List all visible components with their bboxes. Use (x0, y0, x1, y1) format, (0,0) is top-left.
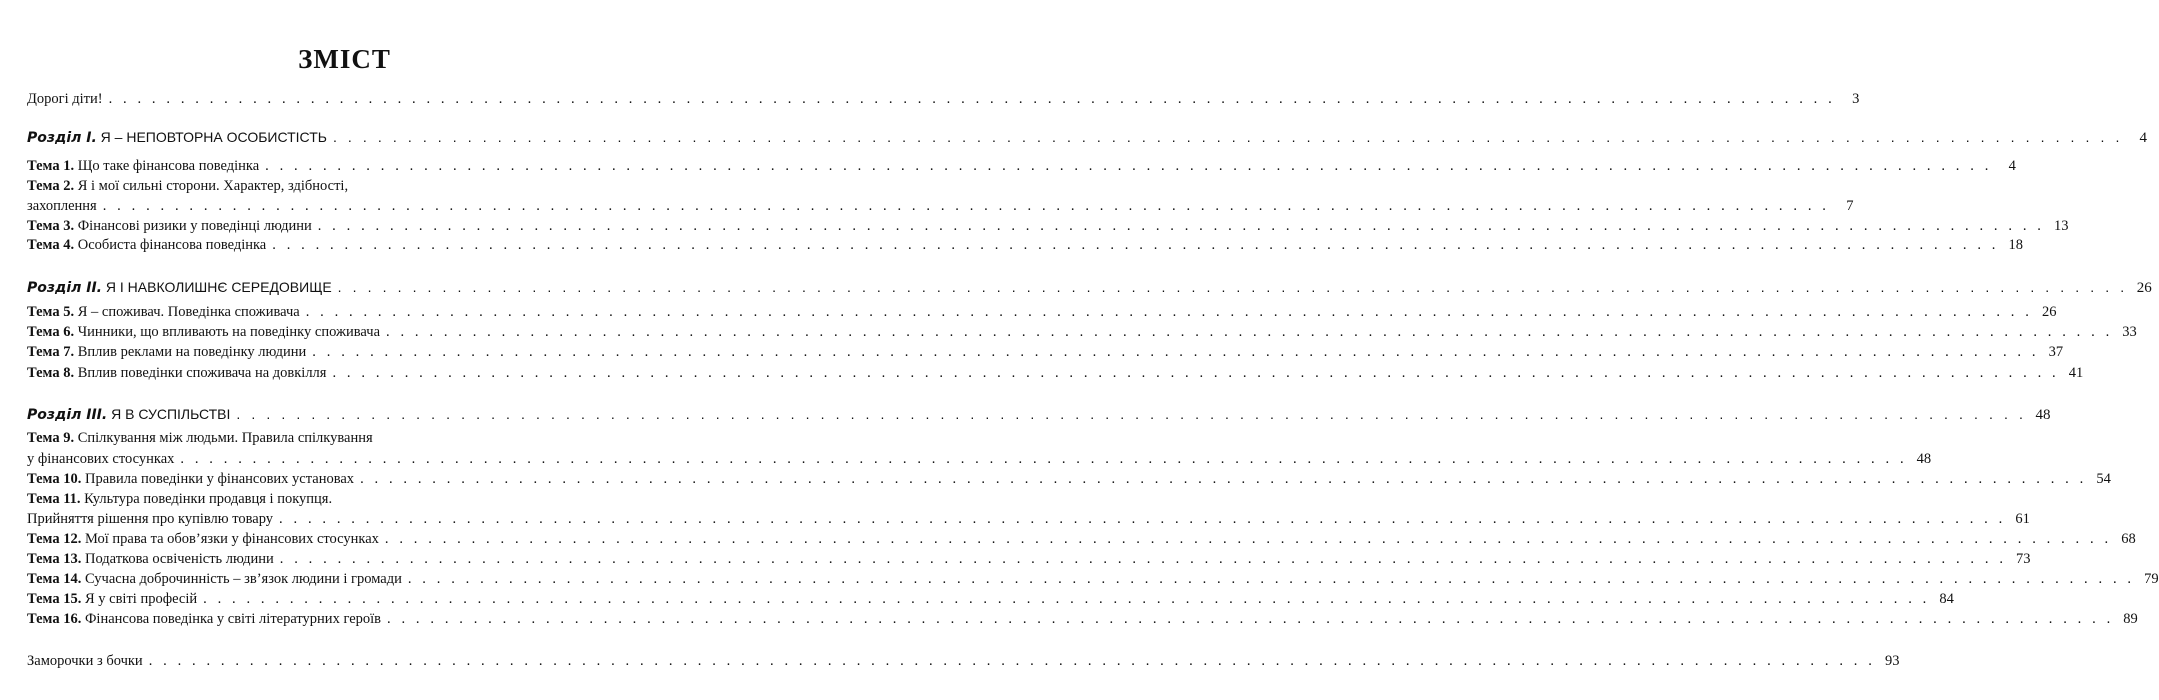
toc-entry (27, 344, 2064, 364)
toc-entry (27, 218, 2069, 238)
page-number: 84 (1939, 591, 1954, 607)
page-number: 89 (2123, 611, 2138, 627)
topic-number: Тема 11. (27, 491, 81, 507)
entry-title: Сучасна доброчинність – зв’язок людини і громади (81, 571, 402, 587)
page-number: 48 (1916, 451, 1932, 467)
toc-entry (27, 591, 1954, 611)
dot-leader: . . . . . . . . . . . . . . . . . . . . . . . . . . . . . . . . . . . . . . . . . . . . . . . . . . . . . . . . . . . . . . . . . . . . . . . . . . . . . . . . . . . . . . . . . . . . . . . . . . . . . . . . . . . . . . . . . . . . . . . . (148, 653, 1876, 669)
entry-label (27, 511, 273, 528)
toc-entry (27, 365, 2084, 385)
toc-entry (27, 551, 2031, 571)
entry-label (27, 198, 97, 215)
dot-leader: . . . . . . . . . . . . . . . . . . . . . . . . . . . . . . . . . . . . . . . . . . . . . . . . . . . . . . . . . . . . . . . . . . . . . . . . . . . . . . . . . . . . . . . . . . . . . . . . . . . . . . . . . . . . . . . . . . . . . . . . (203, 591, 1930, 607)
entry-label (27, 430, 373, 447)
entry-title: Я І НАВКОЛИШНЄ СЕРЕДОВИЩЕ (101, 279, 332, 295)
entry-title: Я В СУСПІЛЬСТВІ (107, 406, 231, 422)
dot-leader: . . . . . . . . . . . . . . . . . . . . . . . . . . . . . . . . . . . . . . . . . . . . . . . . . . . . . . . . . . . . . . . . . . . . . . . . . . . . . . . . . . . . . . . . . . . . . . . . . . . . . . . . . . . . . . . . . . . . . . . . (407, 571, 2135, 587)
dot-leader: . . . . . . . . . . . . . . . . . . . . . . . . . . . . . . . . . . . . . . . . . . . . . . . . . . . . . . . . . . . . . . . . . . . . . . . . . . . . . . . . . . . . . . . . . . . . . . . . . . . . . . . . . . . . . . . . . . . . . . . . (384, 531, 2112, 547)
entry-label (27, 365, 326, 382)
section-keyword: Розділ III. (27, 407, 108, 423)
page-number: 73 (2016, 551, 2031, 567)
topic-number: Тема 8. (27, 365, 75, 381)
page-number: 68 (2121, 531, 2136, 547)
entry-label (27, 551, 274, 568)
toc-section (27, 406, 2051, 426)
entry-title: Я у світі професій (81, 591, 198, 607)
entry-label (27, 279, 332, 296)
entry-label (27, 304, 300, 321)
dot-leader: . . . . . . . . . . . . . . . . . . . . . . . . . . . . . . . . . . . . . . . . . . . . . . . . . . . . . . . . . . . . . . . . . . . . . . . . . . . . . . . . . . . . . . . . . . . . . . . . . . . . . . . . . . . . . . . . . . . . . . . . (305, 304, 2033, 320)
dot-leader: . . . . . . . . . . . . . . . . . . . . . . . . . . . . . . . . . . . . . . . . . . . . . . . . . . . . . . . . . . . . . . . . . . . . . . . . . . . . . . . . . . . . . . . . . . . . . . . . . . . . . . . . . . . . . . . . . . . . . . . . (102, 198, 1830, 214)
toc-entry (27, 430, 652, 450)
entry-title: у фінансових стосунках (27, 451, 175, 467)
topic-number: Тема 5. (27, 304, 75, 320)
dot-leader: . . . . . . . . . . . . . . . . . . . . . . . . . . . . . . . . . . . . . . . . . . . . . . . . . . . . . . . . . . . . . . . . . . . . . . . . . . . . . . . . . . . . . . . . . . . . . . . . . . . . . . . . . . . . . . . . . . . . . . . . (386, 324, 2113, 340)
entry-title: Прийняття рішення про купівлю товару (27, 511, 274, 527)
topic-number: Тема 4. (27, 237, 75, 253)
entry-label (27, 91, 103, 108)
dot-leader: . . . . . . . . . . . . . . . . . . . . . . . . . . . . . . . . . . . . . . . . . . . . . . . . . . . . . . . . . . . . . . . . . . . . . . . . . . . . . . . . . . . . . . . . . . . . . . . . . . . . . . . . . . . . . . . . . . . . . . . . (236, 406, 2027, 422)
topic-number: Тема 16. (27, 611, 82, 627)
toc-entry (27, 91, 1860, 111)
entry-label (27, 611, 381, 628)
entry-title: Правила поведінки у фінансових установах (81, 471, 355, 487)
toc-section (27, 279, 2152, 299)
page-number: 33 (2122, 324, 2137, 340)
section-keyword: Розділ I. (27, 130, 97, 146)
entry-title: Я – споживач. Поведінка споживача (74, 304, 300, 320)
page-number: 13 (2054, 218, 2069, 234)
dot-leader: . . . . . . . . . . . . . . . . . . . . . . . . . . . . . . . . . . . . . . . . . . . . . . . . . . . . . . . . . . . . . . . . . . . . . . . . . . . . . . . . . . . . . . . . . . . . . . . . . . . . . . . . . . . . . . . . . . . . . . . . (279, 551, 2007, 567)
entry-label (27, 344, 306, 361)
page-number: 4 (2008, 158, 2016, 174)
dot-leader: . . . . . . . . . . . . . . . . . . . . . . . . . . . . . . . . . . . . . . . . . . . . . . . . . . . . . . . . . . . . . . . . . . . . . . . . . . . . . . . . . . . . . . . . . . . . . . . . . . . . . . . . . . . . . . . . . . . . . . . . (360, 471, 2087, 487)
topic-number: Тема 9. (27, 430, 75, 446)
dot-leader: . . . . . . . . . . . . . . . . . . . . . . . . . . . . . . . . . . . . . . . . . . . . . . . . . . . . . . . . . . . . . . . . . . . . . . . . . . . . . . . . . . . . . . . . . . . . . . . . . . . . . . . . . . . . . . . . . . . . . . . . (108, 91, 1836, 107)
toc-entry (27, 198, 1854, 218)
dot-leader: . . . . . . . . . . . . . . . . . . . . . . . . . . . . . . . . . . . . . . . . . . . . . . . . . . . . . . . . . . . . . . . . . . . . . . . . . . . . . . . . . . . . . . . . . . . . . . . . . . . . . . . . . . . . . . . . . . . . . . . . (387, 611, 2114, 627)
toc-section (27, 129, 2147, 149)
entry-label (27, 591, 197, 608)
entry-title: Культура поведінки продавця і покупця. (80, 491, 333, 507)
entry-title: Я – НЕПОВТОРНА ОСОБИСТІСТЬ (96, 129, 327, 145)
page-number: 41 (2068, 365, 2084, 381)
page-number: 79 (2144, 571, 2159, 587)
entry-title: Податкова освіченість людини (81, 551, 274, 567)
page-number: 18 (2008, 237, 2024, 253)
entry-label (27, 129, 327, 146)
toc-entry (27, 237, 2024, 257)
entry-label (27, 324, 380, 341)
dot-leader: . . . . . . . . . . . . . . . . . . . . . . . . . . . . . . . . . . . . . . . . . . . . . . . . . . . . . . . . . . . . . . . . . . . . . . . . . . . . . . . . . . . . . . . . . . . . . . . . . . . . . . . . . . . . . . . . . . . . . . . . (317, 218, 2045, 234)
page-number: 4 (2139, 130, 2147, 146)
page-number: 48 (2035, 407, 2051, 423)
entry-label (27, 178, 348, 195)
entry-label (27, 237, 266, 254)
page-number: 93 (1884, 653, 1900, 669)
entry-label (27, 653, 143, 670)
page-number: 7 (1846, 198, 1854, 214)
entry-label (27, 471, 354, 488)
entry-title: Що таке фінансова поведінка (74, 158, 260, 174)
toc-entry (27, 304, 2057, 324)
toc-entry (27, 451, 1932, 471)
toc-entry (27, 491, 652, 511)
toc-entry (27, 611, 2138, 631)
dot-leader: . . . . . . . . . . . . . . . . . . . . . . . . . . . . . . . . . . . . . . . . . . . . . . . . . . . . . . . . . . . . . . . . . . . . . . . . . . . . . . . . . . . . . . . . . . . . . . . . . . . . . . . . . . . . . . . . . . . . . . . . (312, 344, 2040, 360)
entry-title: Дорогі діти! (27, 91, 103, 107)
topic-number: Тема 10. (27, 471, 82, 487)
page-number: 26 (2041, 304, 2057, 320)
toc-entry (27, 531, 2136, 551)
topic-number: Тема 13. (27, 551, 82, 567)
entry-title: Вплив поведінки споживача на довкілля (74, 365, 327, 381)
entry-title: Заморочки з бочки (27, 653, 143, 669)
entry-title: Особиста фінансова поведінка (74, 237, 267, 253)
topic-number: Тема 6. (27, 324, 75, 340)
dot-leader: . . . . . . . . . . . . . . . . . . . . . . . . . . . . . . . . . . . . . . . . . . . . . . . . . . . . . . . . . . . . . . . . . . . . . . . . . . . . . . . . . . . . . . . . . . . . . . . . . . . . . . . . . . . . . . . . . . . . . . . . (180, 451, 1908, 467)
entry-label (27, 406, 230, 423)
topic-number: Тема 7. (27, 344, 75, 360)
toc-entry (27, 158, 2016, 178)
entry-label (27, 451, 174, 468)
entry-label (27, 571, 402, 588)
section-keyword: Розділ II. (27, 280, 102, 296)
page-number: 26 (2136, 280, 2152, 296)
entry-title: Мої права та обов’язки у фінансових стосунках (81, 531, 379, 547)
toc-entry (27, 471, 2111, 491)
toc-entry (27, 324, 2137, 344)
entry-label (27, 531, 379, 548)
toc-entry (27, 571, 2159, 591)
dot-leader: . . . . . . . . . . . . . . . . . . . . . . . . . . . . . . . . . . . . . . . . . . . . . . . . . . . . . . . . . . . . . . . . . . . . . . . . . . . . . . . . . . . . . . . . . . . . . . . . . . . . . . . . . . . . . . . . . . . . . . . . (272, 237, 2000, 253)
topic-number: Тема 3. (27, 218, 75, 234)
entry-title: Фінансові ризики у поведінці людини (74, 218, 312, 234)
entry-title: захоплення (27, 198, 97, 214)
entry-title: Фінансова поведінка у світі літературних героїв (81, 611, 382, 627)
entry-title: Чинники, що впливають на поведінку споживача (74, 324, 381, 340)
entry-label (27, 158, 259, 175)
dot-leader: . . . . . . . . . . . . . . . . . . . . . . . . . . . . . . . . . . . . . . . . . . . . . . . . . . . . . . . . . . . . . . . . . . . . . . . . . . . . . . . . . . . . . . . . . . . . . . . . . . . . . . . . . . . . . . . . . . . . . . . . (332, 365, 2060, 381)
entry-label (27, 491, 332, 508)
topic-number: Тема 14. (27, 571, 82, 587)
toc-entry (27, 178, 652, 198)
topic-number: Тема 2. (27, 178, 75, 194)
dot-leader: . . . . . . . . . . . . . . . . . . . . . . . . . . . . . . . . . . . . . . . . . . . . . . . . . . . . . . . . . . . . . . . . . . . . . . . . . . . . . . . . . . . . . . . . . . . . . . . . . . . . . . . . . . . . . . . . . . . . . . . . (265, 158, 1992, 174)
topic-number: Тема 15. (27, 591, 82, 607)
toc-entry (27, 511, 2030, 531)
entry-label (27, 218, 312, 235)
page-number: 37 (2048, 344, 2064, 360)
page-number: 3 (1852, 91, 1860, 107)
entry-title: Спілкування між людьми. Правила спілкування (74, 430, 373, 446)
dot-leader: . . . . . . . . . . . . . . . . . . . . . . . . . . . . . . . . . . . . . . . . . . . . . . . . . . . . . . . . . . . . . . . . . . . . . . . . . . . . . . . . . . . . . . . . . . . . . . . . . . . . . . . . . . . . . . . . . . . . . . . . (279, 511, 2006, 527)
dot-leader: . . . . . . . . . . . . . . . . . . . . . . . . . . . . . . . . . . . . . . . . . . . . . . . . . . . . . . . . . . . . . . . . . . . . . . . . . . . . . . . . . . . . . . . . . . . . . . . . . . . . . . . . . . . . . . . . . . . . . . . . (337, 279, 2128, 295)
page-title: ЗМІСТ (298, 44, 391, 74)
entry-title: Я і мої сильні сторони. Характер, здібності, (74, 178, 349, 194)
toc-entry (27, 653, 1900, 673)
entry-title: Вплив реклами на поведінку людини (74, 344, 307, 360)
page-number: 61 (2015, 511, 2030, 527)
dot-leader: . . . . . . . . . . . . . . . . . . . . . . . . . . . . . . . . . . . . . . . . . . . . . . . . . . . . . . . . . . . . . . . . . . . . . . . . . . . . . . . . . . . . . . . . . . . . . . . . . . . . . . . . . . . . . . . . . . . . . . . . (332, 129, 2123, 145)
topic-number: Тема 1. (27, 158, 75, 174)
topic-number: Тема 12. (27, 531, 82, 547)
page-number: 54 (2096, 471, 2111, 487)
